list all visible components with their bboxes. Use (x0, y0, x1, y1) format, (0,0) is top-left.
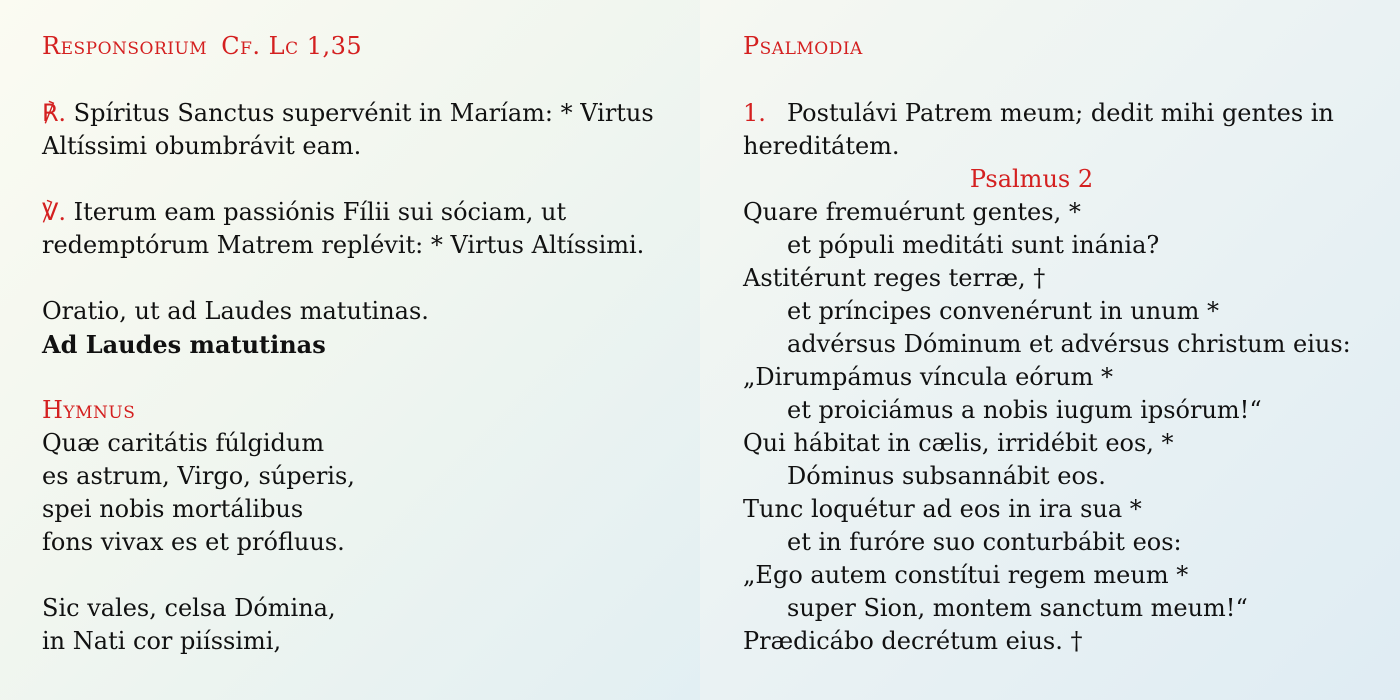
versicle-line-2: redemptórum Matrem replévit: * Virtus Altíssimi. (42, 231, 645, 259)
psalm-verse: „Dirumpámus víncula eórum * (743, 363, 1114, 391)
versicle-text-1: Iterum eam passiónis Fílii sui sóciam, ut (66, 198, 567, 226)
psalm-verse: et príncipes convenérunt in unum * (787, 297, 1220, 325)
spacer (42, 163, 680, 196)
responsorium-heading (42, 28, 680, 64)
spacer (42, 361, 680, 394)
versicle-symbol: ℣. (42, 198, 67, 226)
hymn-line: spei nobis mortálibus (42, 495, 304, 523)
response-text-1: Spíritus Sanctus supervénit in Maríam: * Virtus (66, 99, 654, 127)
psalm-verse: super Sion, montem sanctum meum!“ (787, 594, 1248, 622)
psalm-verse: Prædicábo decrétum eius. † (743, 627, 1083, 655)
psalm-verse: Quare fremuérunt gentes, * (743, 198, 1081, 226)
psalm-verse: Dóminus subsannábit eos. (787, 462, 1106, 490)
responsorium-reference: Cf. Lc 1,35 (221, 32, 363, 60)
antiphon-text-1: Postulávi Patrem meum; dedit mihi gentes in (787, 99, 1334, 127)
psalm-verse: advérsus Dóminum et advérsus christum eius: (787, 330, 1351, 358)
psalm-verse: et proiciámus a nobis iugum ipsórum!“ (787, 396, 1262, 424)
responsorium-title: Responsorium (42, 32, 208, 60)
response-symbol: ℟. (42, 99, 67, 127)
antiphon-line-2: hereditátem. (743, 132, 900, 160)
right-page (700, 0, 1400, 700)
hymn-line: es astrum, Virgo, súperis, (42, 462, 355, 490)
psalm-title: Psalmus 2 (969, 165, 1094, 193)
psalmodia-heading: Psalmodia (743, 32, 863, 60)
spacer (42, 559, 680, 592)
spacer (42, 64, 680, 97)
spacer (743, 64, 1380, 97)
psalm-verse: et in furóre suo conturbábit eos: (787, 528, 1182, 556)
spacer (42, 262, 680, 295)
laudes-title: Ad Laudes matutinas (42, 330, 326, 359)
hymn-line: in Nati cor piíssimi, (42, 627, 282, 655)
psalm-verse: „Ego autem constítui regem meum * (743, 561, 1189, 589)
oratio-rubric: Oratio, ut ad Laudes matutinas. (42, 297, 429, 325)
psalm-verse: Astitérunt reges terræ, † (743, 264, 1046, 292)
responsory-line-1 (42, 97, 680, 130)
responsory-line-2: Altíssimi obumbrávit eam. (42, 132, 362, 160)
psalm-verse: Qui hábitat in cælis, irridébit eos, * (743, 429, 1174, 457)
hymn-line: Quæ caritátis fúlgidum (42, 429, 325, 457)
hymn-line: Sic vales, celsa Dómina, (42, 594, 336, 622)
psalm-verse: Tunc loquétur ad eos in ira sua * (743, 495, 1142, 523)
psalm-verse: et pópuli meditáti sunt inánia? (787, 231, 1160, 259)
antiphon-number: 1. (743, 99, 766, 127)
versicle-line-1 (42, 196, 680, 229)
hymnus-heading: Hymnus (42, 396, 136, 424)
antiphon-line-1 (743, 97, 1380, 130)
hymn-line: fons vivax es et prófluus. (42, 528, 345, 556)
